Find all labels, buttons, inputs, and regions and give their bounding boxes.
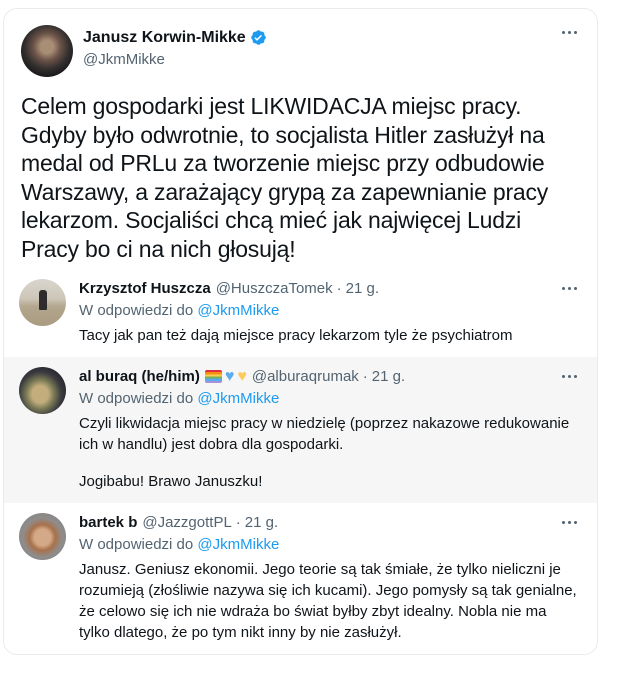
reply-name[interactable]: bartek b [79,514,138,531]
reply-name[interactable]: Krzysztof Huszcza [79,280,211,297]
mention-link[interactable]: @JkmMikke [197,302,280,319]
replying-to [79,535,579,554]
reply-handle[interactable]: @HuszczaTomek [215,280,333,297]
mention-link[interactable]: @JkmMikke [197,536,280,553]
author-handle[interactable]: @JkmMikke [83,51,165,68]
reply-text: Czyli likwidacja miejsc pracy w niedzielę (poprzez nakazowe redukowanie ich w handlu) jest dobra dla gospodarki. [79,415,570,453]
reply-tweet[interactable] [4,503,597,654]
reply-time[interactable]: 21 g. [371,368,406,385]
reply-meta [252,367,405,386]
replying-to-label: W odpowiedzi do [79,536,194,553]
more-button[interactable] [560,25,579,40]
reply-body [79,513,579,643]
yellow-heart-icon: ♥ [237,368,247,385]
more-button[interactable] [560,281,579,296]
reply-meta [142,513,278,532]
reply-text: Tacy jak pan też dają miejsce pracy lekarzom tyle że psychiatrom [79,327,513,344]
reply-text: Jogibabu! Brawo Januszku! [79,473,263,490]
reply-name[interactable]: al buraq (he/him) [79,368,200,385]
replying-to [79,389,579,408]
replying-to [79,301,579,320]
reply-time[interactable]: 21 g. [345,280,380,297]
author-name[interactable]: Janusz Korwin-Mikke [83,29,246,46]
more-button[interactable] [560,515,579,530]
reply-time[interactable]: 21 g. [244,514,279,531]
reply-tweet[interactable] [4,269,597,357]
main-tweet-header [21,25,579,77]
more-button[interactable] [560,369,579,384]
rainbow-flag-icon [205,370,222,383]
reply-meta [216,279,379,298]
author-names [83,25,267,69]
name-emojis [205,370,247,383]
replying-to-label: W odpowiedzi do [79,390,194,407]
reply-body [79,367,579,492]
reply-handle[interactable]: @alburaqrumak [251,368,359,385]
dot-separator: · [235,514,241,531]
mention-link[interactable]: @JkmMikke [197,390,280,407]
dot-separator: · [336,280,342,297]
reply-handle[interactable]: @JazzgottPL [142,514,232,531]
reply-avatar[interactable] [19,279,66,326]
reply-tweet[interactable] [4,357,597,503]
author-avatar[interactable] [21,25,73,77]
reply-text: Janusz. Geniusz ekonomii. Jego teorie są tak śmiałe, że tylko nieliczni je rozumieją (złośliwie nazywa się ich kucami). Jego pomysły są tak genialne, że celowo się ich nie wdraża bo świat byłby zbyt idealny. Nobla nie ma tylko dlatego, że po tym nikt inny by nie zasłużył. [79,561,577,641]
main-tweet [4,9,597,269]
blue-heart-icon: ♥ [224,368,235,385]
tweet-card [3,8,598,655]
reply-avatar[interactable] [19,367,66,414]
reply-body [79,279,579,346]
dot-separator: · [362,368,368,385]
tweet-text: Celem gospodarki jest LIKWIDACJA miejsc pracy. Gdyby było odwrotnie, to socjalista Hitler zasłużył na medal od PRLu za tworzenie miejsc przy odbudowie Warszawy, a zarażający grypą za zapewnianie pracy lekarzom. Socjaliści chcą mieć jak najwięcej Ludzi Pracy bo ci na nich głosują! [21,93,549,262]
verified-badge-icon [250,29,267,46]
reply-avatar[interactable] [19,513,66,560]
replying-to-label: W odpowiedzi do [79,302,194,319]
